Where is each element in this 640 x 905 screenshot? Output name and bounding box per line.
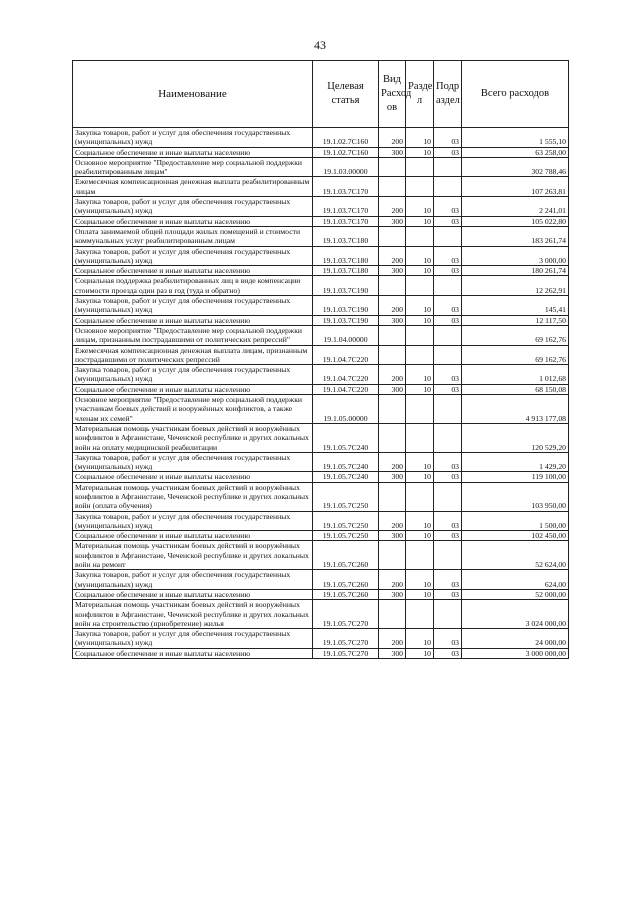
table-row [73,531,569,541]
cell-target-article: 19.1.05.7С240 [313,452,379,472]
cell-name: Социальное обеспечение и иные выплаты населению [73,531,313,541]
cell-subsection: 03 [434,570,462,590]
cell-total: 183 261,74 [462,226,569,246]
cell-subsection [434,325,462,345]
cell-name: Социальное обеспечение и иные выплаты населению [73,472,313,482]
cell-section: 10 [406,511,434,531]
cell-section: 10 [406,570,434,590]
cell-target-article: 19.1.03.7С190 [313,296,379,316]
cell-total: 3 000,00 [462,246,569,266]
table-row [73,315,569,325]
cell-name: Социальное обеспечение и иные выплаты населению [73,216,313,226]
cell-target-article: 19.1.04.7С220 [313,365,379,385]
cell-total: 52 000,00 [462,589,569,599]
cell-expense-type [379,177,406,197]
cell-expense-type: 300 [379,315,406,325]
cell-expense-type: 200 [379,128,406,148]
table-row [73,423,569,452]
cell-total: 52 624,00 [462,541,569,570]
table-row [73,296,569,316]
cell-section [406,482,434,511]
table-row [73,197,569,217]
cell-name: Социальное обеспечение и иные выплаты населению [73,315,313,325]
cell-name: Закупка товаров, работ и услуг для обеспечения государственных (муниципальных) нужд [73,365,313,385]
cell-total: 12 262,91 [462,276,569,296]
header-name: Наименование [73,61,313,128]
cell-total: 105 022,80 [462,216,569,226]
cell-subsection [434,423,462,452]
cell-section: 10 [406,246,434,266]
cell-section [406,226,434,246]
cell-expense-type [379,345,406,365]
cell-expense-type: 200 [379,296,406,316]
cell-name: Закупка товаров, работ и услуг для обеспечения государственных (муниципальных) нужд [73,246,313,266]
cell-section [406,325,434,345]
cell-name: Социальное обеспечение и иные выплаты населению [73,648,313,658]
cell-section: 10 [406,216,434,226]
cell-total: 180 261,74 [462,266,569,276]
cell-subsection [434,345,462,365]
cell-name: Основное мероприятие "Предоставление мер социальной поддержки реабилитированным лицам" [73,157,313,177]
cell-subsection: 03 [434,147,462,157]
cell-name: Закупка товаров, работ и услуг для обеспечения государственных (муниципальных) нужд [73,452,313,472]
cell-total: 102 450,00 [462,531,569,541]
cell-section [406,157,434,177]
cell-section: 10 [406,365,434,385]
cell-total: 12 117,50 [462,315,569,325]
cell-total: 3 000 000,00 [462,648,569,658]
cell-name: Ежемесячная компенсационная денежная выплата реабилитированным лицам [73,177,313,197]
cell-expense-type [379,423,406,452]
cell-subsection [434,395,462,424]
cell-subsection: 03 [434,589,462,599]
table-row [73,226,569,246]
cell-name: Основное мероприятие "Предоставление мер социальной поддержки лицам, признанным пострадавшими от политических репрессий" [73,325,313,345]
cell-section: 10 [406,315,434,325]
cell-section [406,395,434,424]
cell-subsection: 03 [434,452,462,472]
cell-subsection: 03 [434,384,462,394]
cell-target-article: 19.1.03.7С180 [313,266,379,276]
cell-name: Оплата занимаемой общей площади жилых помещений и стоимости коммунальных услуг реабилитированным лицам [73,226,313,246]
cell-total: 119 100,00 [462,472,569,482]
cell-target-article: 19.1.05.7С260 [313,541,379,570]
table-row [73,325,569,345]
table-row [73,216,569,226]
table-row [73,266,569,276]
cell-expense-type: 200 [379,197,406,217]
cell-subsection: 03 [434,629,462,649]
cell-target-article: 19.1.05.00000 [313,395,379,424]
cell-section: 10 [406,197,434,217]
cell-target-article: 19.1.05.7С250 [313,531,379,541]
cell-name: Социальное обеспечение и иные выплаты населению [73,384,313,394]
cell-name: Социальная поддержка реабилитированных лиц в виде компенсации стоимости проезда один раз в год (туда и обратно) [73,276,313,296]
cell-target-article: 19.1.03.7С170 [313,216,379,226]
cell-section: 10 [406,147,434,157]
cell-subsection: 03 [434,511,462,531]
cell-total: 3 024 000,00 [462,600,569,629]
table-row [73,395,569,424]
cell-total: 63 258,00 [462,147,569,157]
cell-expense-type: 300 [379,147,406,157]
table-row [73,589,569,599]
cell-expense-type: 200 [379,570,406,590]
cell-section [406,600,434,629]
cell-section [406,345,434,365]
cell-name: Закупка товаров, работ и услуг для обеспечения государственных (муниципальных) нужд [73,128,313,148]
cell-name: Закупка товаров, работ и услуг для обеспечения государственных (муниципальных) нужд [73,197,313,217]
cell-target-article: 19.1.04.7С220 [313,345,379,365]
cell-target-article: 19.1.02.7С160 [313,128,379,148]
cell-total: 68 150,08 [462,384,569,394]
cell-target-article: 19.1.05.7С270 [313,600,379,629]
table-row [73,541,569,570]
cell-expense-type: 200 [379,511,406,531]
table-row [73,511,569,531]
cell-name: Социальное обеспечение и иные выплаты населению [73,266,313,276]
cell-section [406,423,434,452]
cell-subsection [434,541,462,570]
header-expense-type: Вид Расход ов [379,61,406,128]
table-row [73,157,569,177]
cell-total: 624,00 [462,570,569,590]
cell-target-article: 19.1.05.7С240 [313,472,379,482]
cell-section: 10 [406,648,434,658]
cell-expense-type [379,157,406,177]
cell-expense-type: 300 [379,648,406,658]
cell-section: 10 [406,531,434,541]
cell-expense-type: 300 [379,384,406,394]
cell-subsection: 03 [434,531,462,541]
cell-subsection: 03 [434,197,462,217]
cell-name: Основное мероприятие "Предоставление мер социальной поддержки участникам боевых действий и вооружённых конфликтов, а также членам их семей" [73,395,313,424]
cell-total: 1 429,20 [462,452,569,472]
cell-section: 10 [406,128,434,148]
cell-section: 10 [406,589,434,599]
cell-subsection: 03 [434,128,462,148]
cell-target-article: 19.1.05.7С250 [313,482,379,511]
cell-total: 4 913 177,08 [462,395,569,424]
cell-target-article: 19.1.03.7С170 [313,177,379,197]
cell-target-article: 19.1.05.7С260 [313,589,379,599]
table-header-row [73,61,569,128]
cell-expense-type: 300 [379,589,406,599]
table-row [73,147,569,157]
cell-target-article: 19.1.03.00000 [313,157,379,177]
cell-section: 10 [406,452,434,472]
cell-target-article: 19.1.03.7С180 [313,226,379,246]
cell-section: 10 [406,266,434,276]
cell-name: Закупка товаров, работ и услуг для обеспечения государственных (муниципальных) нужд [73,296,313,316]
cell-section: 10 [406,472,434,482]
table-row [73,276,569,296]
cell-expense-type: 200 [379,629,406,649]
cell-target-article: 19.1.05.7С270 [313,629,379,649]
cell-subsection: 03 [434,266,462,276]
cell-total: 1 555,10 [462,128,569,148]
cell-expense-type: 200 [379,452,406,472]
cell-target-article: 19.1.04.00000 [313,325,379,345]
cell-subsection: 03 [434,246,462,266]
cell-total: 120 529,20 [462,423,569,452]
table-row [73,648,569,658]
cell-total: 2 241,01 [462,197,569,217]
cell-target-article: 19.1.04.7С220 [313,384,379,394]
cell-total: 1 012,68 [462,365,569,385]
cell-total: 69 162,76 [462,345,569,365]
cell-section [406,177,434,197]
cell-subsection: 03 [434,472,462,482]
cell-subsection: 03 [434,216,462,226]
table-row [73,570,569,590]
cell-expense-type [379,276,406,296]
table-row [73,177,569,197]
cell-target-article: 19.1.03.7С190 [313,276,379,296]
header-total-expenses: Всего расходов [462,61,569,128]
cell-target-article: 19.1.05.7С260 [313,570,379,590]
cell-expense-type [379,600,406,629]
cell-target-article: 19.1.03.7С180 [313,246,379,266]
cell-target-article: 19.1.02.7С160 [313,147,379,157]
cell-section [406,541,434,570]
cell-target-article: 19.1.05.7С240 [313,423,379,452]
cell-section: 10 [406,384,434,394]
cell-total: 69 162,76 [462,325,569,345]
cell-expense-type: 300 [379,531,406,541]
cell-subsection: 03 [434,648,462,658]
table-row [73,472,569,482]
cell-expense-type [379,325,406,345]
cell-name: Закупка товаров, работ и услуг для обеспечения государственных (муниципальных) нужд [73,511,313,531]
cell-target-article: 19.1.05.7С250 [313,511,379,531]
table-row [73,345,569,365]
page-number: 43 [314,38,326,52]
cell-expense-type [379,226,406,246]
cell-expense-type: 300 [379,472,406,482]
cell-subsection [434,157,462,177]
cell-expense-type: 200 [379,246,406,266]
cell-subsection [434,482,462,511]
cell-total: 107 263,81 [462,177,569,197]
cell-expense-type: 200 [379,365,406,385]
table-row [73,452,569,472]
cell-section: 10 [406,296,434,316]
cell-expense-type [379,482,406,511]
cell-expense-type [379,541,406,570]
header-subsection: Подр аздел [434,61,462,128]
cell-total: 145,41 [462,296,569,316]
cell-target-article: 19.1.03.7С190 [313,315,379,325]
cell-subsection [434,276,462,296]
cell-subsection: 03 [434,365,462,385]
cell-subsection [434,600,462,629]
table-row [73,482,569,511]
header-target-article: Целевая статья [313,61,379,128]
cell-section [406,276,434,296]
cell-total: 1 500,00 [462,511,569,531]
cell-subsection: 03 [434,315,462,325]
cell-subsection [434,177,462,197]
cell-name: Ежемесячная компенсационная денежная выплата лицам, признанным пострадавшими от политических репрессий [73,345,313,365]
cell-section: 10 [406,629,434,649]
cell-total: 302 788,46 [462,157,569,177]
table-row [73,365,569,385]
cell-subsection [434,226,462,246]
budget-table [72,60,569,659]
cell-expense-type: 300 [379,266,406,276]
cell-subsection: 03 [434,296,462,316]
table-body [73,128,569,659]
table-row [73,246,569,266]
cell-name: Материальная помощь участникам боевых действий и вооружённых конфликтов в Афганистане, Чеченской республике и других локальных войн (оплата обучения) [73,482,313,511]
cell-target-article: 19.1.05.7С270 [313,648,379,658]
cell-name: Материальная помощь участникам боевых действий и вооружённых конфликтов в Афганистане, Чеченской республике и других локальных войн на строительство (приобретение) жилья [73,600,313,629]
table-row [73,384,569,394]
cell-total: 24 000,00 [462,629,569,649]
table-row [73,629,569,649]
cell-expense-type: 300 [379,216,406,226]
cell-name: Закупка товаров, работ и услуг для обеспечения государственных (муниципальных) нужд [73,629,313,649]
cell-name: Материальная помощь участникам боевых действий и вооружённых конфликтов в Афганистане, Чеченской республике и других локальных войн на ремонт [73,541,313,570]
table-row [73,600,569,629]
cell-name: Социальное обеспечение и иные выплаты населению [73,147,313,157]
cell-target-article: 19.1.03.7С170 [313,197,379,217]
cell-name: Материальная помощь участникам боевых действий и вооружённых конфликтов в Афганистане, Чеченской республике и других локальных войн на оплату медицинской реабилитации [73,423,313,452]
table-row [73,128,569,148]
cell-name: Закупка товаров, работ и услуг для обеспечения государственных (муниципальных) нужд [73,570,313,590]
header-section: Разде л [406,61,434,128]
cell-total: 103 950,00 [462,482,569,511]
cell-expense-type [379,395,406,424]
cell-name: Социальное обеспечение и иные выплаты населению [73,589,313,599]
